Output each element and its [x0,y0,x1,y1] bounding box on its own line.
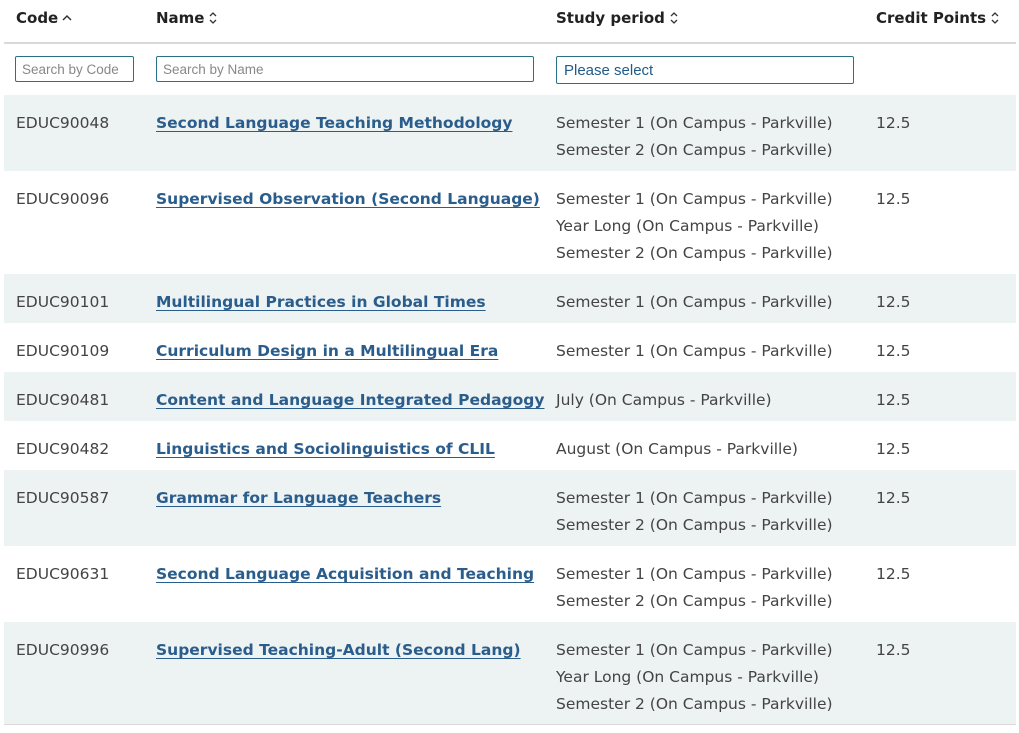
column-header-credit-points[interactable] [876,9,1000,27]
study-period-item: Semester 2 (On Campus - Parkville) [556,516,833,534]
column-header-label: Study period [556,9,665,27]
table-row [4,95,1016,171]
credit-points: 12.5 [876,391,911,409]
table-row [4,372,1016,421]
study-period-cell [556,338,833,365]
column-header-label: Credit Points [876,9,987,27]
study-period-item: Semester 1 (On Campus - Parkville) [556,641,833,659]
subject-name-cell [156,387,544,414]
study-period-cell [556,637,833,718]
table-row [4,323,1016,372]
subject-name-cell [156,289,486,316]
subject-code: EDUC90587 [16,489,110,507]
study-period-cell [556,561,833,615]
subject-name-cell [156,436,495,463]
table-row [4,546,1016,622]
study-period-cell [556,110,833,164]
table-row [4,470,1016,546]
study-period-cell [556,186,833,267]
study-period-item: Year Long (On Campus - Parkville) [556,668,819,686]
subject-name-link[interactable]: Second Language Acquisition and Teaching [156,565,535,583]
subject-name-link[interactable]: Linguistics and Sociolinguistics of CLIL [156,440,495,458]
column-header-label: Code [16,9,59,27]
sort-unsorted-icon [669,11,679,25]
code-search-input[interactable] [15,56,134,82]
study-period-item: Semester 2 (On Campus - Parkville) [556,695,833,713]
credit-points: 12.5 [876,190,911,208]
subject-name-link[interactable]: Supervised Observation (Second Language) [156,190,540,208]
sort-unsorted-icon [208,11,218,25]
subject-name-link[interactable]: Supervised Teaching-Adult (Second Lang) [156,641,521,659]
study-period-item: Semester 1 (On Campus - Parkville) [556,342,833,360]
subject-code: EDUC90481 [16,391,110,409]
study-period-item: Semester 2 (On Campus - Parkville) [556,141,833,159]
table-row [4,274,1016,323]
credit-points: 12.5 [876,114,911,132]
study-period-select-value: Please select [564,61,654,79]
study-period-cell [556,289,833,316]
subject-code: EDUC90631 [16,565,110,583]
study-period-item: Semester 2 (On Campus - Parkville) [556,244,833,262]
subject-name-cell [156,485,441,512]
subject-code: EDUC90096 [16,190,110,208]
name-search-input[interactable] [156,56,534,82]
study-period-item: July (On Campus - Parkville) [556,391,772,409]
table-header [4,0,1016,44]
study-period-item: Semester 1 (On Campus - Parkville) [556,190,833,208]
credit-points: 12.5 [876,565,911,583]
study-period-item: Semester 1 (On Campus - Parkville) [556,293,833,311]
subject-name-link[interactable]: Content and Language Integrated Pedagogy [156,391,545,409]
credit-points: 12.5 [876,641,911,659]
study-period-select[interactable] [556,56,854,84]
table-row [4,171,1016,274]
subjects-table [4,0,1016,725]
subject-name-cell [156,338,498,365]
study-period-item: August (On Campus - Parkville) [556,440,798,458]
subject-code: EDUC90996 [16,641,110,659]
subject-name-link[interactable]: Second Language Teaching Methodology [156,114,513,132]
subject-code: EDUC90482 [16,440,110,458]
study-period-cell [556,387,772,414]
table-row [4,421,1016,470]
subject-name-link[interactable]: Grammar for Language Teachers [156,489,442,507]
subject-name-cell [156,110,513,137]
table-body [4,95,1016,725]
credit-points: 12.5 [876,489,911,507]
study-period-item: Semester 1 (On Campus - Parkville) [556,565,833,583]
subject-name-link[interactable]: Curriculum Design in a Multilingual Era [156,342,499,360]
filter-row [4,44,1016,95]
study-period-cell [556,485,833,539]
subject-name-cell [156,637,521,664]
column-header-study-period[interactable] [556,9,679,27]
subject-code: EDUC90048 [16,114,110,132]
sort-unsorted-icon [990,11,1000,25]
table-bottom-border [4,724,1016,725]
subject-name-cell [156,561,534,588]
table-row [4,622,1016,725]
credit-points: 12.5 [876,440,911,458]
column-header-label: Name [156,9,205,27]
study-period-item: Semester 2 (On Campus - Parkville) [556,592,833,610]
subject-name-link[interactable]: Multilingual Practices in Global Times [156,293,486,311]
study-period-item: Semester 1 (On Campus - Parkville) [556,114,833,132]
credit-points: 12.5 [876,342,911,360]
sort-ascending-icon [62,11,72,25]
study-period-item: Year Long (On Campus - Parkville) [556,217,819,235]
column-header-code[interactable] [16,9,72,27]
subject-code: EDUC90109 [16,342,110,360]
column-header-name[interactable] [156,9,218,27]
subject-code: EDUC90101 [16,293,110,311]
study-period-item: Semester 1 (On Campus - Parkville) [556,489,833,507]
study-period-cell [556,436,798,463]
credit-points: 12.5 [876,293,911,311]
subject-name-cell [156,186,540,213]
